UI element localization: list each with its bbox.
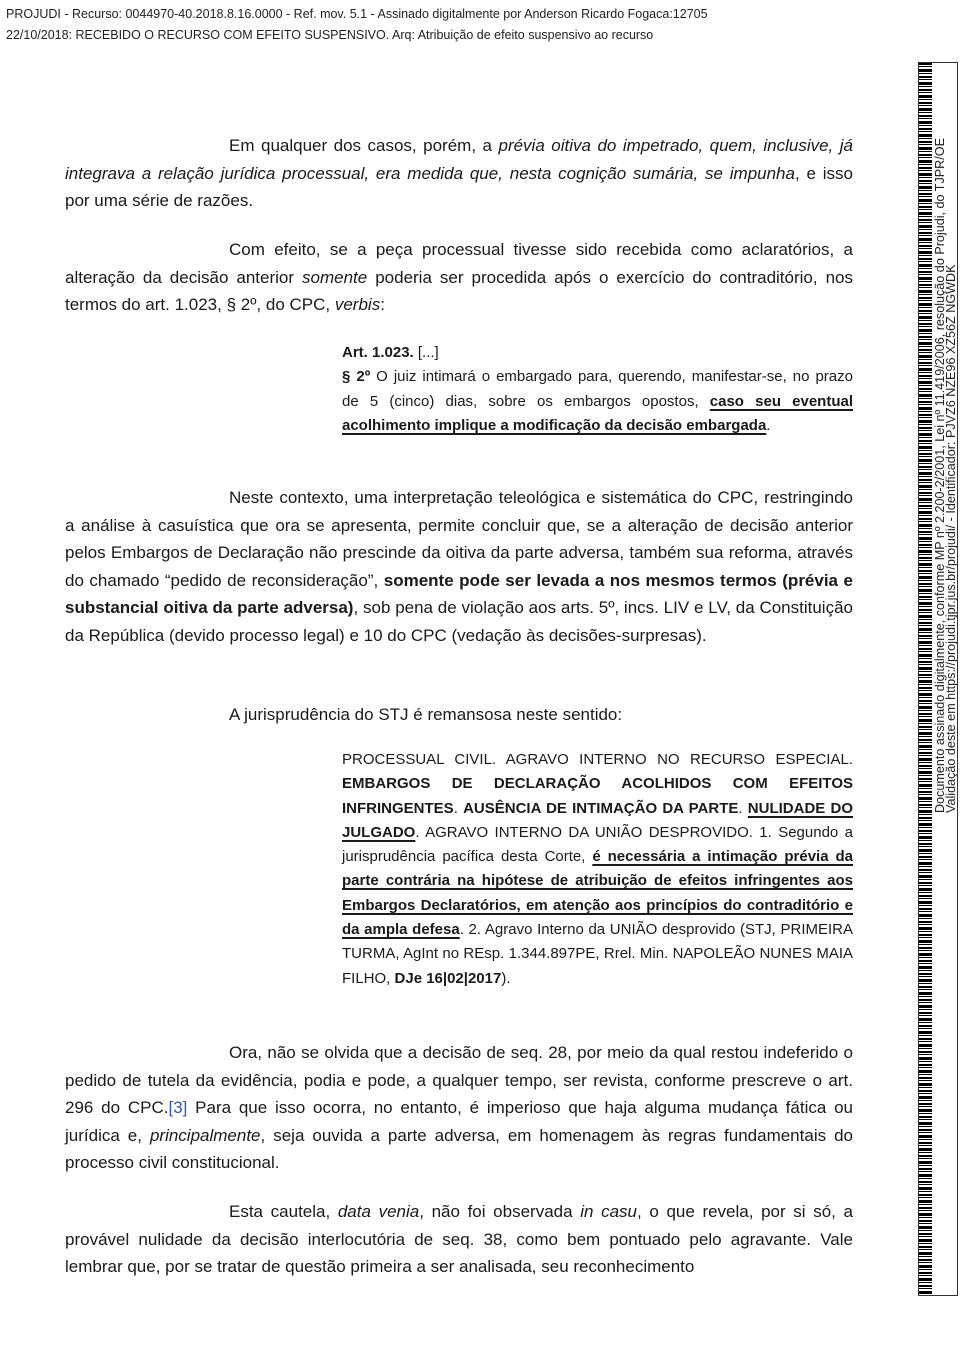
barcode: [919, 63, 932, 1295]
validation-notice: Validação deste em https://projudi.tjpr.jus.br/projudi/ - Identificador: PJVZ6 NZE96 XZ56Z NGWDK: [944, 264, 958, 813]
text: . 2. Agravo Interno da UNIÃO desprovido (STJ, PRIMEIRA TURMA, AgInt no REsp. 1.344.897PE, Rrel. Min. NAPOLEÃO NUNES MAIA FILHO,: [342, 921, 854, 987]
text-italic: prévia oitiva do impetrado, quem, inclusive, já integrava a relação jurídica processual, era medida que, nesta cognição sumária, se impunha: [65, 136, 853, 183]
jurisprudence-quote: [342, 748, 853, 991]
text: , não foi observada: [419, 1202, 581, 1221]
text-bold: somente pode ser levada a nos mesmos termos (prévia e substancial oitiva da parte adversa): [65, 570, 853, 618]
header-line-2: 22/10/2018: RECEBIDO O RECURSO COM EFEITO SUSPENSIVO. Arq: Atribuição de efeito suspensivo ao recurso: [6, 28, 654, 42]
text: , o que revela, por si só, a provável nulidade da decisão interlocutória de seq. 38, como bem pontuado pelo agravante. Vale lembrar que, por se tratar de questão primeira a ser analisada, seu reconhecimento: [65, 1202, 853, 1277]
text: PROCESSUAL CIVIL. AGRAVO INTERNO NO RECURSO ESPECIAL.: [342, 751, 853, 768]
emphasis-underlined: caso seu eventual acolhimento implique a modificação da decisão embargada: [342, 392, 853, 434]
text-italic: principalmente: [149, 1125, 261, 1145]
signature-notice: Documento assinado digitalmente, conforme MP nº 2.200-2/2001, Lei nº 11.419/2006, resolução do Projudi, do TJPR/OE: [933, 138, 947, 813]
text: Ora, não se olvida que a decisão de seq. 28, por meio da qual restou indeferido o pedido de tutela da evidência, podia e pode, a qualquer tempo, ser revista, conforme prescreve o art. 296 do CPC.: [65, 1043, 853, 1118]
text-bold: EMBARGOS DE DECLARAÇÃO ACOLHIDOS COM EFEITOS INFRINGENTES: [342, 775, 853, 817]
text-italic: in casu: [580, 1202, 637, 1221]
text: .: [453, 799, 464, 817]
paragraph-4: [65, 701, 853, 729]
article-ref: Art. 1.023.: [342, 344, 414, 361]
paragraph-2: [65, 236, 853, 319]
paragraph-ref: § 2º: [342, 368, 371, 386]
text-bold-underlined: é necessária a intimação prévia da parte contrária na hipótese de atribuição de efeitos infringentes aos Embargos Declaratórios, em atenção aos princípios do contraditório e da ampla defesa: [342, 848, 853, 939]
text-italic: data venia: [337, 1202, 420, 1221]
text: ).: [501, 969, 511, 987]
paragraph-6: [65, 1198, 853, 1281]
text: Neste contexto, uma interpretação teleológica e sistemática do CPC, restringindo a análise à casuística que ora se apresenta, permite concluir que, se a alteração de decisão anterior pelos Embargos de Declaração não prescinde da oitiva da parte adversa, também sua reforma, através do chamado “pedido de reconsideração”,: [65, 488, 853, 590]
text: , sob pena de violação aos arts. 5º, incs. LIV e LV, da Constituição da República (devido processo legal) e 10 do CPC (vedação às decisões-surpresas).: [65, 598, 853, 645]
text: Em qualquer dos casos, porém, a: [229, 136, 499, 155]
text: .: [738, 799, 748, 817]
text-italic: somente: [302, 267, 368, 287]
text: , e isso por uma série de razões.: [65, 163, 853, 211]
text-bold-underlined: NULIDADE DO JULGADO: [342, 799, 853, 841]
text: Com efeito, se a peça processual tivesse sido recebida como aclaratórios, a alteração da decisão anterior: [65, 240, 853, 287]
paragraph-3: [65, 484, 853, 650]
text: O juiz intimará o embargado para, querendo, manifestar-se, no prazo de 5 (cinco) dias, sobre os embargos opostos,: [342, 368, 853, 410]
paragraph-1: [65, 132, 853, 215]
text-bold: DJe 16|02|2017: [394, 969, 502, 987]
text-italic: verbis: [334, 295, 381, 315]
text: Esta cautela,: [229, 1202, 338, 1221]
legal-quote-1: [342, 341, 853, 438]
paragraph-5: [65, 1039, 853, 1177]
text: , seja ouvida a parte adversa, em homenagem às regras fundamentais do processo civil constitucional.: [65, 1125, 853, 1173]
text: :: [380, 295, 385, 315]
text: A jurisprudência do STJ é remansosa neste sentido:: [229, 705, 623, 724]
text: .: [766, 416, 771, 434]
header-line-1: PROJUDI - Recurso: 0044970-40.2018.8.16.0000 - Ref. mov. 5.1 - Assinado digitalmente por Anderson Ricardo Fogaca:12705: [6, 7, 708, 21]
text: . AGRAVO INTERNO DA UNIÃO DESPROVIDO. 1. Segundo a jurisprudência pacífica desta Corte,: [342, 823, 853, 866]
text-bold: AUSÊNCIA DE INTIMAÇÃO DA PARTE: [463, 799, 739, 817]
footnote-link[interactable]: [3]: [168, 1098, 188, 1118]
text: [...]: [413, 344, 439, 361]
text: poderia ser procedida após o exercício do contraditório, nos termos do art. 1.023, § 2º, do CPC,: [65, 267, 853, 315]
text: Para que isso ocorra, no entanto, é imperioso que haja alguma mudança fática ou jurídica e,: [65, 1098, 853, 1145]
